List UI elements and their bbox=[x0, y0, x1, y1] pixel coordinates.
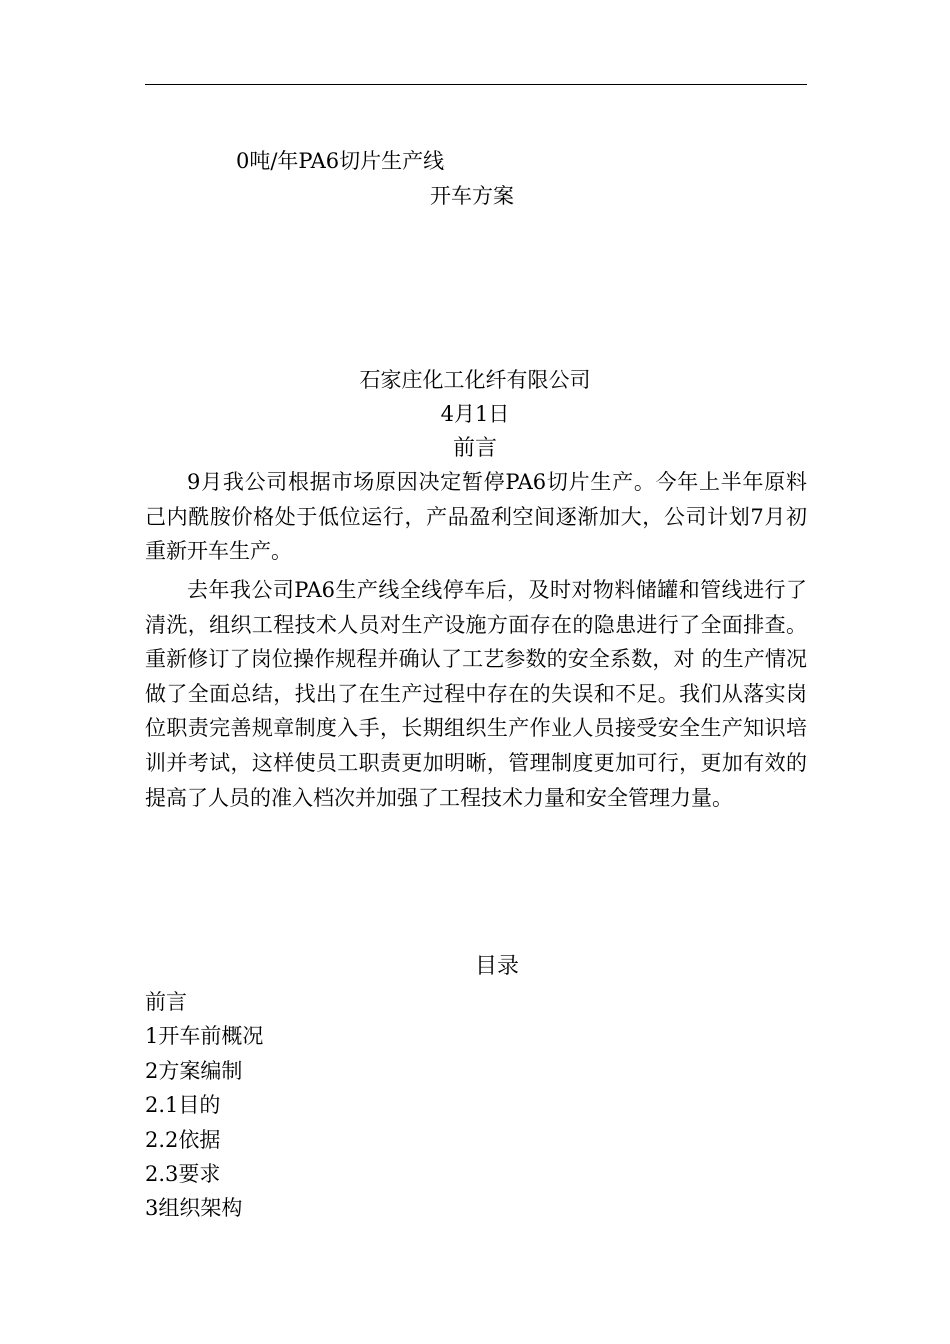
toc-heading: 目录 bbox=[474, 954, 519, 979]
header-rule bbox=[145, 84, 807, 85]
toc-item[interactable]: 3组织架构 bbox=[145, 1196, 243, 1221]
toc-item[interactable]: 2方案编制 bbox=[145, 1058, 243, 1083]
toc-list bbox=[145, 985, 263, 1226]
toc-item[interactable]: 2.1目的 bbox=[145, 1093, 221, 1118]
toc-item[interactable]: 2.2依据 bbox=[145, 1127, 221, 1152]
document-title-line1: 0吨/年PA6切片生产线 bbox=[236, 149, 445, 173]
preface-paragraph-1: 9月我公司根据市场原因决定暂停PA6切片生产。今年上半年原料己内酰胺价格处于低位运行，产品盈利空间逐渐加大，公司计划7月初重新开车生产。 bbox=[145, 470, 807, 564]
document-title-line2: 开车方案 bbox=[430, 184, 514, 208]
preface-paragraph-2: 去年我公司PA6生产线全线停车后，及时对物料储罐和管线进行了清洗，组织工程技术人员对生产设施方面存在的隐患进行了全面排查。重新修订了岗位操作规程并确认了工艺参数的安全系数，对 的生产情况做了全面总结，找出了在生产过程中存在的失误和不足。我们从落实岗位职责完善规章制度入手，长期组织生产作业人员接受安全生产知识培训并考试，这样使员工职责更加明晰，管理制度更加可行，更加有效的提高了人员的准入档次并加强了工程技术力量和安全管理力量。 bbox=[145, 578, 807, 810]
toc-item[interactable]: 前言 bbox=[145, 990, 187, 1014]
company-name: 石家庄化工化纤有限公司 bbox=[359, 368, 591, 392]
preface-heading: 前言 bbox=[452, 436, 497, 461]
toc-item[interactable]: 2.3要求 bbox=[145, 1162, 221, 1187]
toc-item[interactable]: 1开车前概况 bbox=[145, 1024, 264, 1049]
document-date: 4月1日 bbox=[440, 402, 510, 426]
